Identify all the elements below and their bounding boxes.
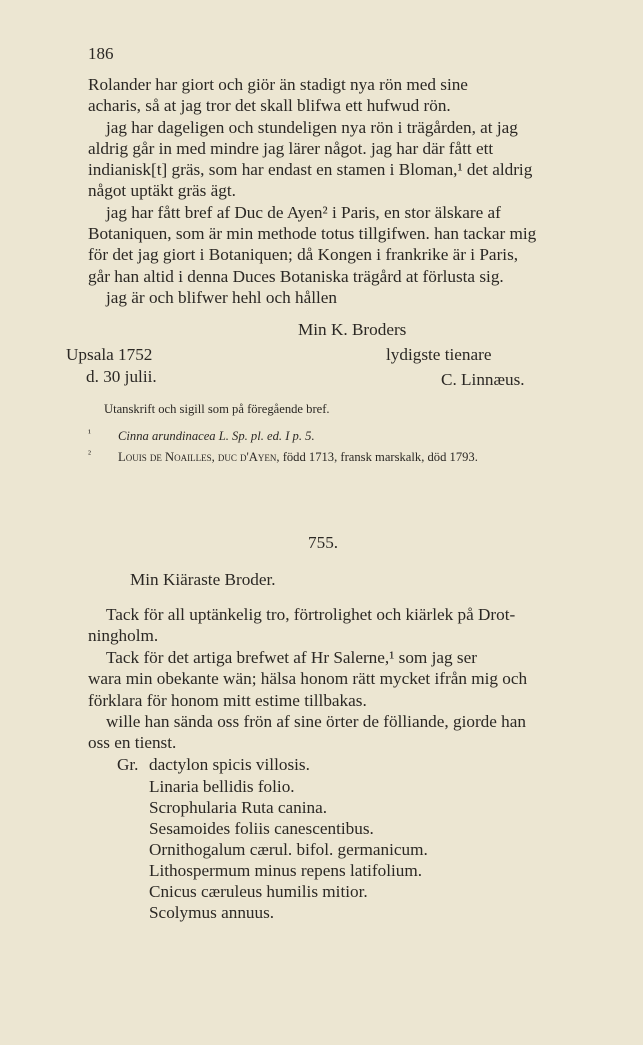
closing-line: Min K. Broders	[298, 320, 407, 339]
text-line: jag har fått bref af Duc de Ayen² i Paris, en stor älskare af	[106, 202, 501, 222]
text-line: oss en tienst.	[88, 733, 177, 753]
text-line: ningholm.	[88, 626, 159, 646]
plant-list-prefix: Gr.	[117, 755, 139, 774]
plant-item: Scrophularia Ruta canina.	[149, 798, 328, 817]
text-line: wara min obekante wän; hälsa honom rätt mycket ifrån mig och	[88, 669, 528, 689]
footnote-2-marker: ²	[88, 449, 91, 460]
text-line: jag har dageligen och stundeligen nya rön i trägården, at jag	[106, 117, 518, 137]
text-line: aldrig går in med mindre jag lärer något. jag har där fått ett	[88, 138, 494, 158]
text-line: wille han sända oss frön af sine örter de fölliande, giorde han	[106, 712, 527, 732]
text-line: förklara för honom mitt estime tillbakas.	[88, 690, 367, 710]
date-line: d. 30 julii.	[86, 367, 157, 386]
footnote-2-name: Louis de Noailles, duc d'Ayen	[118, 450, 277, 464]
footnote-1: Cinna arundinacea L. Sp. pl. ed. I p. 5.	[118, 429, 315, 443]
text-line: går han altid i denna Duces Botaniska trägård at förlusta sig.	[88, 266, 504, 286]
plant-item: dactylon spicis villosis.	[149, 755, 310, 774]
plant-item: Linaria bellidis folio.	[149, 777, 295, 796]
footnote-2-rest: , född 1713, fransk marskalk, död 1793.	[276, 450, 478, 464]
page-number: 186	[88, 44, 114, 63]
place-line: Upsala 1752	[66, 345, 153, 364]
letter-number: 755.	[308, 533, 339, 552]
text-line: Rolander har giort och giör än stadigt nya rön med sine	[88, 75, 468, 94]
address-note: Utanskrift och sigill som på föregående bref.	[104, 402, 330, 416]
plant-item: Sesamoides foliis canescentibus.	[149, 819, 374, 838]
text-line: jag är och blifwer hehl och hållen	[106, 287, 337, 307]
plant-item: Scolymus annuus.	[149, 903, 275, 922]
text-line: Botaniquen, som är min methode totus tillgifwen. han tackar mig	[88, 224, 537, 244]
letter-755-body	[88, 604, 584, 754]
footnote-1-marker: ¹	[88, 428, 91, 439]
text-line: för det jag giort i Botaniquen; då Kongen i frankrike är i Paris,	[88, 245, 519, 265]
plant-item: Ornithogalum cærul. bifol. germanicum.	[149, 840, 428, 859]
text-line: Tack för det artiga brefwet af Hr Salerne,¹ som jag ser	[106, 647, 477, 667]
signature: C. Linnæus.	[441, 370, 525, 389]
plant-item: Cnicus cæruleus humilis mitior.	[149, 882, 368, 901]
salutation: Min Kiäraste Broder.	[130, 570, 276, 589]
servant-line: lydigste tienare	[386, 345, 492, 364]
text-line: något uptäkt gräs ägt.	[88, 181, 236, 201]
letter-754-body	[88, 74, 584, 308]
footnote-2	[118, 450, 478, 465]
plant-item: Lithospermum minus repens latifolium.	[149, 861, 423, 880]
text-line: indianisk[t] gräs, som har endast en stamen i Bloman,¹ det aldrig	[88, 160, 533, 180]
text-line: Tack för all uptänkelig tro, förtrolighet och kiärlek på Drot-	[106, 605, 516, 624]
text-line: acharis, så at jag tror det skall blifwa ett hufwud rön.	[88, 96, 451, 116]
